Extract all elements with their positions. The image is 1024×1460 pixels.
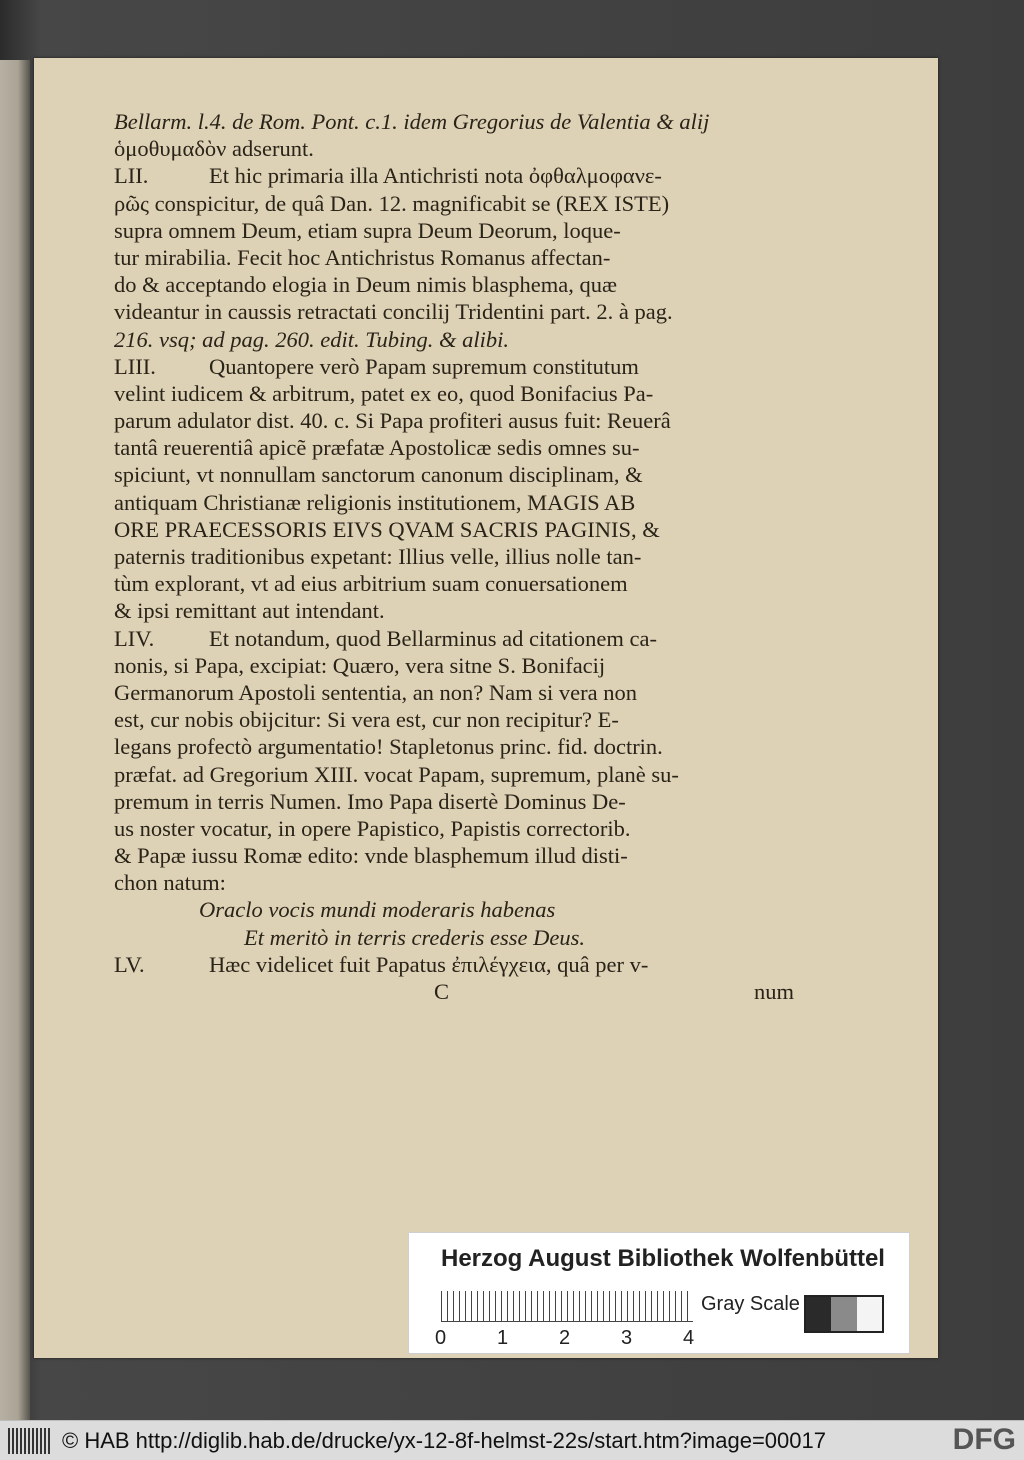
line-text: tùm explorant, vt ad eius arbitrium suam conuersationem (114, 571, 628, 597)
text-line (114, 135, 794, 162)
text-line (114, 217, 794, 244)
line-text: tantâ reuerentiâ apicẽ præfatæ Apostolicæ sedis omnes su- (114, 435, 640, 461)
text-line (114, 679, 794, 706)
color-calibration-card (408, 1232, 910, 1354)
line-text: & Papæ iussu Romæ edito: vnde blasphemum illud disti- (114, 843, 628, 869)
line-text: parum adulator dist. 40. c. Si Papa profiteri ausus fuit: Reuerâ (114, 408, 671, 434)
dfg-logo: DFG (952, 1423, 1016, 1456)
line-text: us noster vocatur, in opere Papistico, Papistis correctorib. (114, 815, 631, 841)
line-text: nonis, si Papa, excipiat: Quæro, vera sitne S. Bonifacij (114, 652, 606, 678)
text-line (114, 461, 794, 488)
paragraph-number: LV. (114, 951, 145, 977)
adjacent-page-edge (0, 60, 30, 1420)
line-text: Hæc videlicet fuit Papatus ἐπιλέγχεια, quâ per v- (209, 951, 649, 977)
text-line (114, 162, 794, 189)
line-text: legans profectò argumentatio! Stapletonus princ. fid. doctrin. (114, 734, 663, 760)
footer-bar (0, 1420, 1024, 1460)
line-text: tur mirabilia. Fecit hoc Antichristus Romanus affectan- (114, 244, 611, 270)
line-text: Quantopere verò Papam supremum constitutum (209, 353, 639, 379)
ruler-label: 4 (683, 1327, 695, 1349)
gray-swatch (857, 1297, 882, 1331)
line-text: Oraclo vocis mundi moderaris habenas (199, 897, 556, 923)
line-text: paternis traditionibus expetant: Illius velle, illius nolle tan- (114, 544, 642, 569)
text-line (114, 951, 794, 978)
line-text: antiquam Christianæ religionis institutionem, MAGIS AB (114, 489, 636, 515)
ruler-scale (441, 1291, 693, 1322)
text-line (114, 326, 794, 353)
line-text: spiciunt, vt nonnullam sanctorum canonum disciplinam, & (114, 462, 643, 488)
gray-swatch (806, 1297, 831, 1331)
line-text: ρῶς conspicitur, de quâ Dan. 12. magnificabit se (REX ISTE) (114, 190, 670, 216)
text-line (114, 543, 794, 570)
line-text: 216. vsq; ad pag. 260. edit. Tubing. & alibi. (114, 326, 510, 352)
line-text: Germanorum Apostoli sententia, an non? Nam si vera non (114, 679, 638, 705)
text-line (114, 788, 794, 815)
text-line (114, 652, 794, 679)
text-line (114, 434, 794, 461)
ruler-label: 2 (559, 1327, 571, 1349)
ruler-label: 3 (621, 1327, 633, 1349)
line-text: Et meritò in terris crederis esse Deus. (244, 924, 585, 950)
text-line (114, 842, 794, 869)
text-line (114, 271, 794, 298)
text-line (114, 597, 794, 624)
line-text: est, cur nobis obijcitur: Si vera est, cur non recipitur? E- (114, 707, 619, 733)
line-text: ORE PRAECESSORIS EIVS QVAM SACRIS PAGINIS, & (114, 516, 660, 542)
text-line (114, 108, 794, 135)
text-line (114, 489, 794, 516)
line-text: Bellarm. l.4. de Rom. Pont. c.1. idem Gregorius de Valentia & alij (114, 109, 710, 134)
text-line (114, 625, 794, 652)
library-title: Herzog August Bibliothek Wolfenbüttel (441, 1245, 885, 1272)
line-text: premum in terris Numen. Imo Papa disertè Dominus De- (114, 788, 626, 814)
text-line (114, 516, 794, 543)
text-line (114, 407, 794, 434)
text-line (114, 244, 794, 271)
text-line (114, 924, 794, 951)
gray-scale-swatches (804, 1295, 884, 1333)
line-text: videantur in caussis retractati concilij Tridentini part. 2. à pag. (114, 299, 673, 325)
line-text: velint iudicem & arbitrum, patet ex eo, quod Bonifacius Pa- (114, 380, 654, 406)
catchword: num (753, 979, 794, 1004)
text-line (114, 815, 794, 842)
barcode-icon (8, 1428, 52, 1454)
paragraph-number: LII. (114, 163, 149, 189)
paragraph-number: LIII. (114, 353, 156, 379)
line-text: Et hic primaria illa Antichristi nota ὀφθαλμοφανε- (209, 163, 662, 189)
line-text: ὁμοθυμαδὸν adserunt. (114, 136, 314, 162)
ruler-label: 0 (435, 1327, 447, 1349)
page-footer-line (114, 978, 794, 1005)
line-text: & ipsi remittant aut intendant. (114, 598, 385, 624)
page-text (114, 108, 794, 1005)
ruler-label: 1 (497, 1327, 509, 1349)
book-page (34, 58, 938, 1358)
line-text: præfat. ad Gregorium XIII. vocat Papam, supremum, planè su- (114, 761, 679, 787)
signature-mark: C (434, 979, 450, 1004)
text-line (114, 733, 794, 760)
line-text: Et notandum, quod Bellarminus ad citationem ca- (209, 625, 658, 651)
text-line (114, 706, 794, 733)
line-text: chon natum: (114, 870, 226, 896)
text-line (114, 761, 794, 788)
text-line (114, 570, 794, 597)
text-line (114, 353, 794, 380)
gray-swatch (831, 1297, 856, 1331)
source-url[interactable]: © HAB http://diglib.hab.de/drucke/yx-12-8f-helmst-22s/start.htm?image=00017 (62, 1427, 826, 1453)
paragraph-number: LIV. (114, 625, 155, 651)
text-line (114, 298, 794, 325)
text-line (114, 869, 794, 896)
line-text: do & acceptando elogia in Deum nimis blasphema, quæ (114, 272, 618, 298)
line-text: supra omnem Deum, etiam supra Deum Deorum, loque- (114, 217, 621, 243)
text-line (114, 380, 794, 407)
text-line (114, 190, 794, 217)
text-line (114, 896, 794, 923)
gray-scale-label: Gray Scale (701, 1293, 800, 1315)
